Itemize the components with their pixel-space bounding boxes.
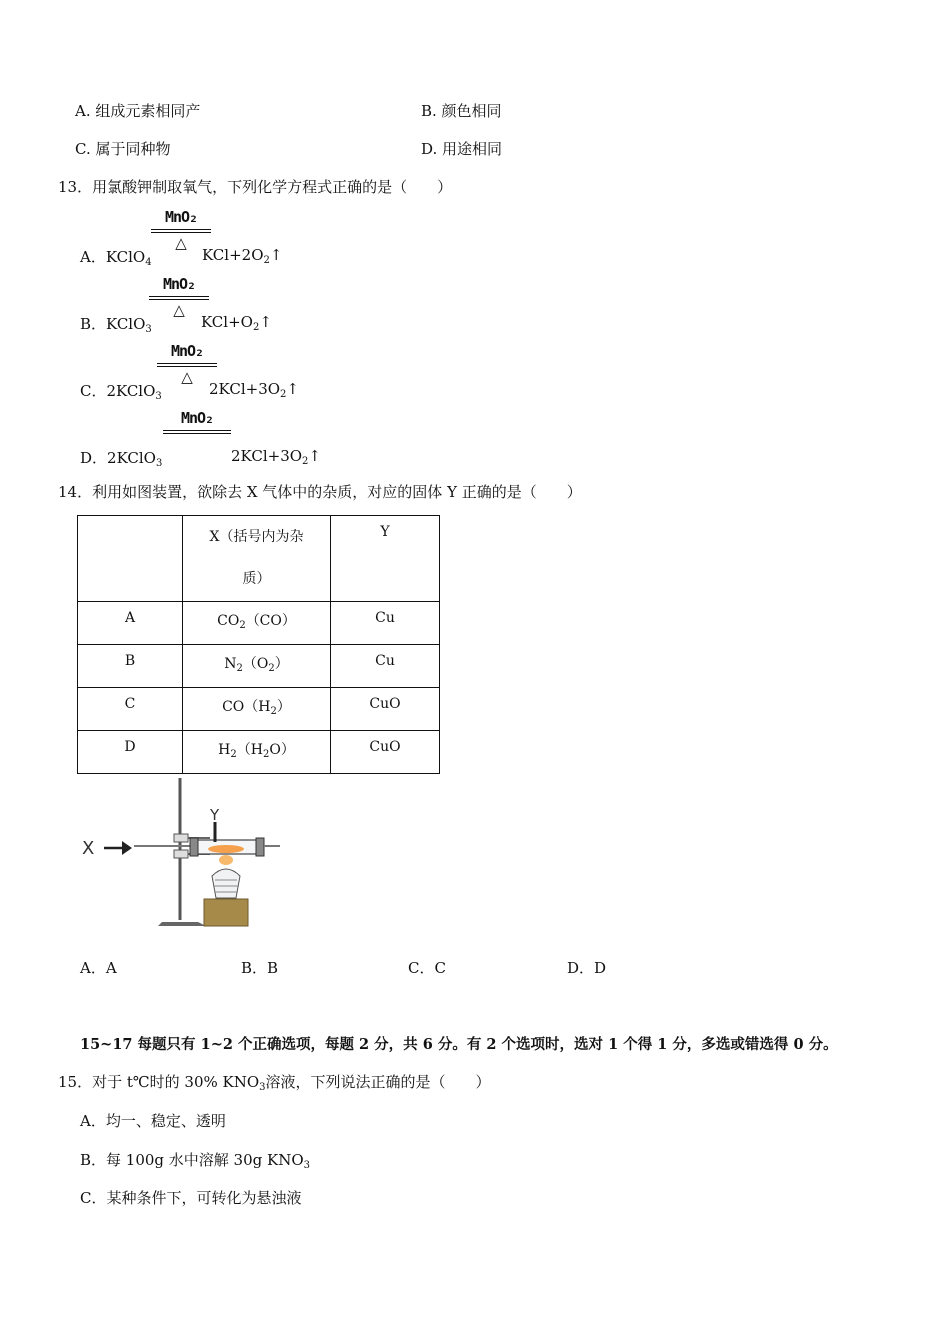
- row-gas: $H_2(H_2O)$: [183, 731, 331, 774]
- arrow-right-icon: [104, 841, 132, 855]
- section-instructions: 15~17 每题只有 1~2 个正确选项，每题 2 分，共 6 分。有 2 个选项时，选对 1 个得 1 分，多选或错选得 0 分。: [80, 1036, 838, 1053]
- q13-option-c: C．2KClO$_3$: [80, 382, 162, 402]
- q14-option-a: A．A: [80, 959, 117, 977]
- q13-b-products: $KCl+O_2↑$: [201, 313, 272, 333]
- row-label: A: [78, 602, 183, 645]
- q15-option-c: C．某种条件下，可转化为悬浊液: [80, 1189, 302, 1207]
- stand-base: [158, 922, 206, 926]
- table-header-y: Y: [331, 516, 440, 602]
- row-gas: $N_2(O_2)$: [183, 645, 331, 688]
- table-row: [78, 645, 440, 688]
- q13-option-d: D．2KClO$_3$: [80, 449, 163, 469]
- row-label: C: [78, 688, 183, 731]
- table-header-blank: [78, 516, 183, 602]
- row-gas: $CO(H_2)$: [183, 688, 331, 731]
- q14-option-c: C．C: [408, 959, 446, 977]
- q13-a-catalyst: MnO₂ △: [151, 208, 211, 256]
- row-solid: Cu: [331, 602, 440, 645]
- q14-stem: 14．利用如图装置，欲除去 X 气体中的杂质，对应的固体 Y 正确的是（ ）: [58, 483, 582, 501]
- q13-d-catalyst: MnO₂: [163, 409, 231, 457]
- table-header-x: X（括号内为杂 质）: [183, 516, 331, 602]
- q14-option-d: D．D: [567, 959, 607, 977]
- q15-option-a: A．均一、稳定、透明: [80, 1112, 226, 1130]
- row-solid: CuO: [331, 731, 440, 774]
- wooden-block: [204, 899, 248, 926]
- table-row: [78, 688, 440, 731]
- apparatus-diagram: [78, 776, 288, 930]
- q13-a-products: $KCl+2O_2↑$: [202, 246, 283, 266]
- q15-stem: 15．对于 t℃时的 30% $KNO_3$溶液，下列说法正确的是（ ）: [58, 1073, 491, 1093]
- q14-table: [77, 515, 440, 774]
- q12-option-a: A. 组成元素相同产: [75, 102, 201, 120]
- table-row: [78, 731, 440, 774]
- alcohol-lamp: [212, 869, 240, 898]
- q12-option-c: C. 属于同种物: [75, 140, 171, 158]
- q13-c-products: $2KCl+3O_2↑$: [209, 380, 299, 400]
- table-header-row: [78, 516, 440, 602]
- q13-option-b: B．KClO$_3$: [80, 315, 152, 335]
- row-label: D: [78, 731, 183, 774]
- q13-option-a: A．KClO$_4$: [80, 248, 152, 268]
- q13-b-catalyst: MnO₂ △: [149, 275, 209, 323]
- q13-c-catalyst: MnO₂ △: [157, 342, 217, 390]
- q12-option-b: B. 颜色相同: [421, 102, 502, 120]
- q15-option-b: B．每 100g 水中溶解 30g $KNO_3$: [80, 1151, 311, 1171]
- row-label: B: [78, 645, 183, 688]
- q12-option-d: D. 用途相同: [421, 140, 503, 158]
- row-solid: CuO: [331, 688, 440, 731]
- q13-d-products: $2KCl+3O_2↑$: [231, 447, 321, 467]
- solid-y: [208, 845, 244, 853]
- table-row: [78, 602, 440, 645]
- diagram-y-label: Y: [210, 806, 220, 824]
- q14-option-b: B．B: [241, 959, 279, 977]
- row-gas: $CO_2(CO)$: [183, 602, 331, 645]
- row-solid: Cu: [331, 645, 440, 688]
- q13-stem: 13．用氯酸钾制取氧气，下列化学方程式正确的是（ ）: [58, 178, 453, 196]
- diagram-x-label: X: [82, 838, 95, 859]
